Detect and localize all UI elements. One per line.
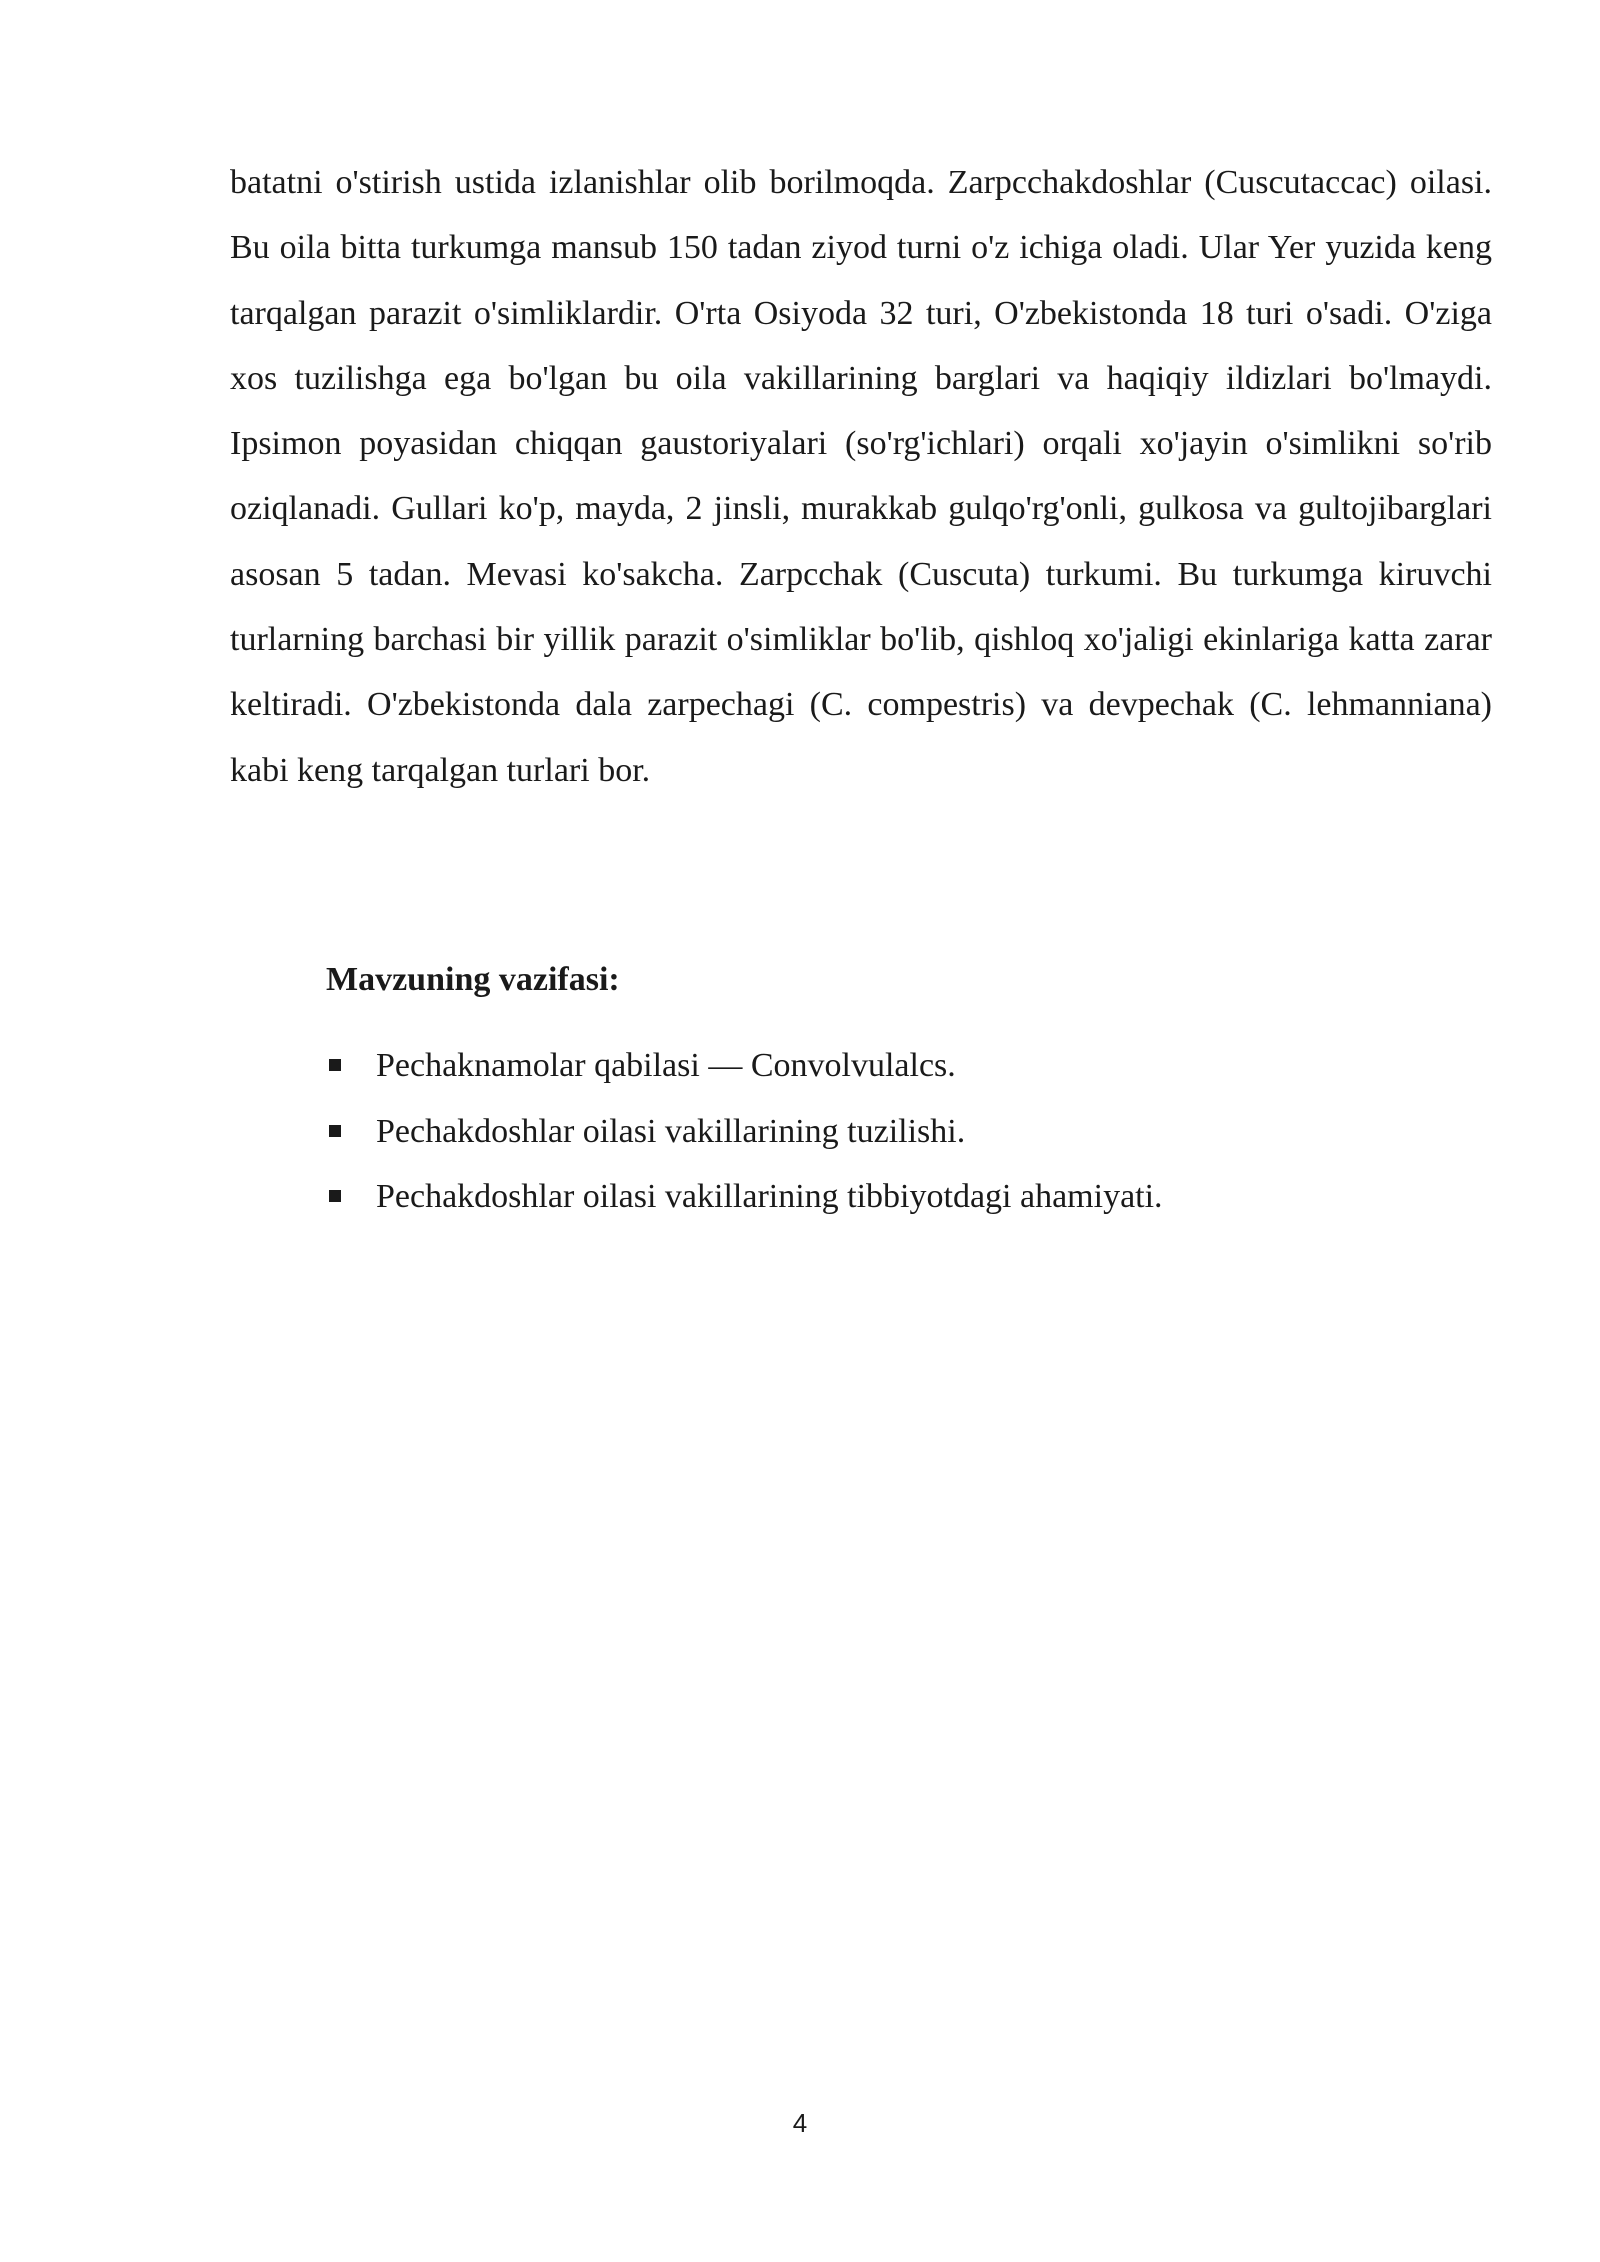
list-item-text: Pechakdoshlar oilasi vakillarining tibbiyotdagi ahamiyati. [376, 1178, 1163, 1215]
task-list [326, 1033, 1163, 1230]
list-item-text: Pechaknamolar qabilasi — Convolvulalcs. [376, 1047, 956, 1084]
square-bullet-icon [329, 1190, 341, 1202]
body-paragraph: batatni o'stirish ustida izlanishlar olib borilmoqda. Zarpcchakdoshlar (Cuscutaccac) oilasi. Bu oila bitta turkumga mansub 150 tadan ziyod turni o'z ichiga oladi. Ular Yer yuzida keng tarqalgan parazit o'simliklardir. O'rta Osiyoda 32 turi, O'zbekistonda 18 turi o'sadi. O'ziga xos tuzilishga ega bo'lgan bu oila vakillarining barglari va haqiqiy ildizlari bo'lmaydi. Ipsimon poyasidan chiqqan gaustoriyalari (so'rg'ichlari) orqali xo'jayin o'simlikni so'rib oziqlanadi. Gullari ko'p, mayda, 2 jinsli, murakkab gulqo'rg'onli, gulkosa va gultojibarglari asosan 5 tadan. Mevasi ko'sakcha. Zarpcchak (Cuscuta) turkumi. Bu turkumga kiruvchi turlarning barchasi bir yillik parazit o'simliklar bo'lib, qishloq xo'jaligi ekinlariga katta zarar keltiradi. O'zbekistonda dala zarpechagi (C. compestris) va devpechak (C. lehmanniana) kabi keng tarqalgan turlari bor. [230, 164, 1492, 789]
list-item [326, 1164, 1163, 1230]
square-bullet-icon [329, 1125, 341, 1137]
page-number: 4 [792, 2108, 808, 2138]
list-item [326, 1099, 1163, 1165]
list-item-text: Pechakdoshlar oilasi vakillarining tuzilishi. [376, 1112, 966, 1150]
section-heading: Mavzuning vazifasi: [326, 961, 620, 998]
square-bullet-icon [329, 1059, 341, 1071]
list-item [326, 1033, 1163, 1099]
